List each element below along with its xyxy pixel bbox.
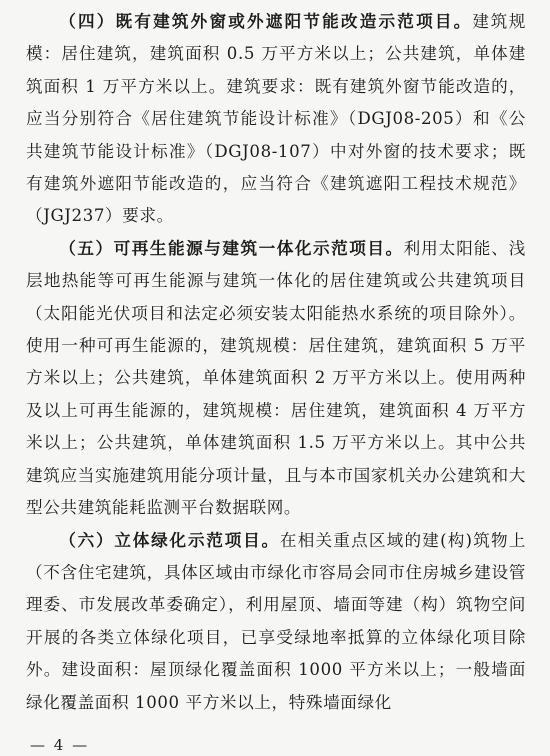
paragraph-6-body: 在相关重点区域的建(构)筑物上（不含住宅建筑，具体区域由市绿化市容局会同市住房城乡建设管理委、市发展改革委确定），利用屋顶、墙面等建（构）筑物空间开展的各类立体绿化项目，已享受绿地率抵算的立体绿化项目除外。建设面积：屋顶绿化覆盖面积 1000 平方米以上；一般墙面绿化覆盖面积 1000 平方米以上，特殊墙面绿化 [26,530,526,712]
paragraph-5 [26,233,526,525]
page-number: — 4 — [30,736,90,754]
section-heading-4: （四）既有建筑外窗或外遮阳节能改造示范项目。 [59,12,473,31]
paragraph-4 [26,6,526,233]
section-heading-6: （六）立体绿化示范项目。 [59,530,280,550]
paragraph-4-body: 建筑规模：居住建筑，建筑面积 0.5 万平方米以上；公共建筑，单体建筑面积 1 万平方米以上。建筑要求：既有建筑外窗节能改造的，应当分别符合《居住建筑节能设计标准》（DGJ08-205）和《公共建筑节能设计标准》（DGJ08-107）中对外窗的技术要求；既有建筑外遮阳节能改造的，应当符合《建筑遮阳工程技术规范》（JGJ237）要求。 [26,12,526,226]
paragraph-6 [26,525,526,719]
section-heading-5: （五）可再生能源与建筑一体化示范项目。 [59,238,404,258]
paragraph-5-body: 利用太阳能、浅层地热能等可再生能源与建筑一体化的居住建筑或公共建筑项目（太阳能光伏项目和法定必须安装太阳能热水系统的项目除外）。使用一种可再生能源的，建筑规模：居住建筑，建筑面积 5 万平方米以上；公共建筑，单体建筑面积 2 万平方米以上。使用两种及以上可再生能源的，建筑规模：居住建筑，建筑面积 4 万平方米以上；公共建筑，单体建筑面积 1.5 万平方米以上。其中公共建筑应当实施建筑用能分项计量，且与本市国家机关办公建筑和大型公共建筑能耗监测平台数据联网。 [26,238,526,518]
